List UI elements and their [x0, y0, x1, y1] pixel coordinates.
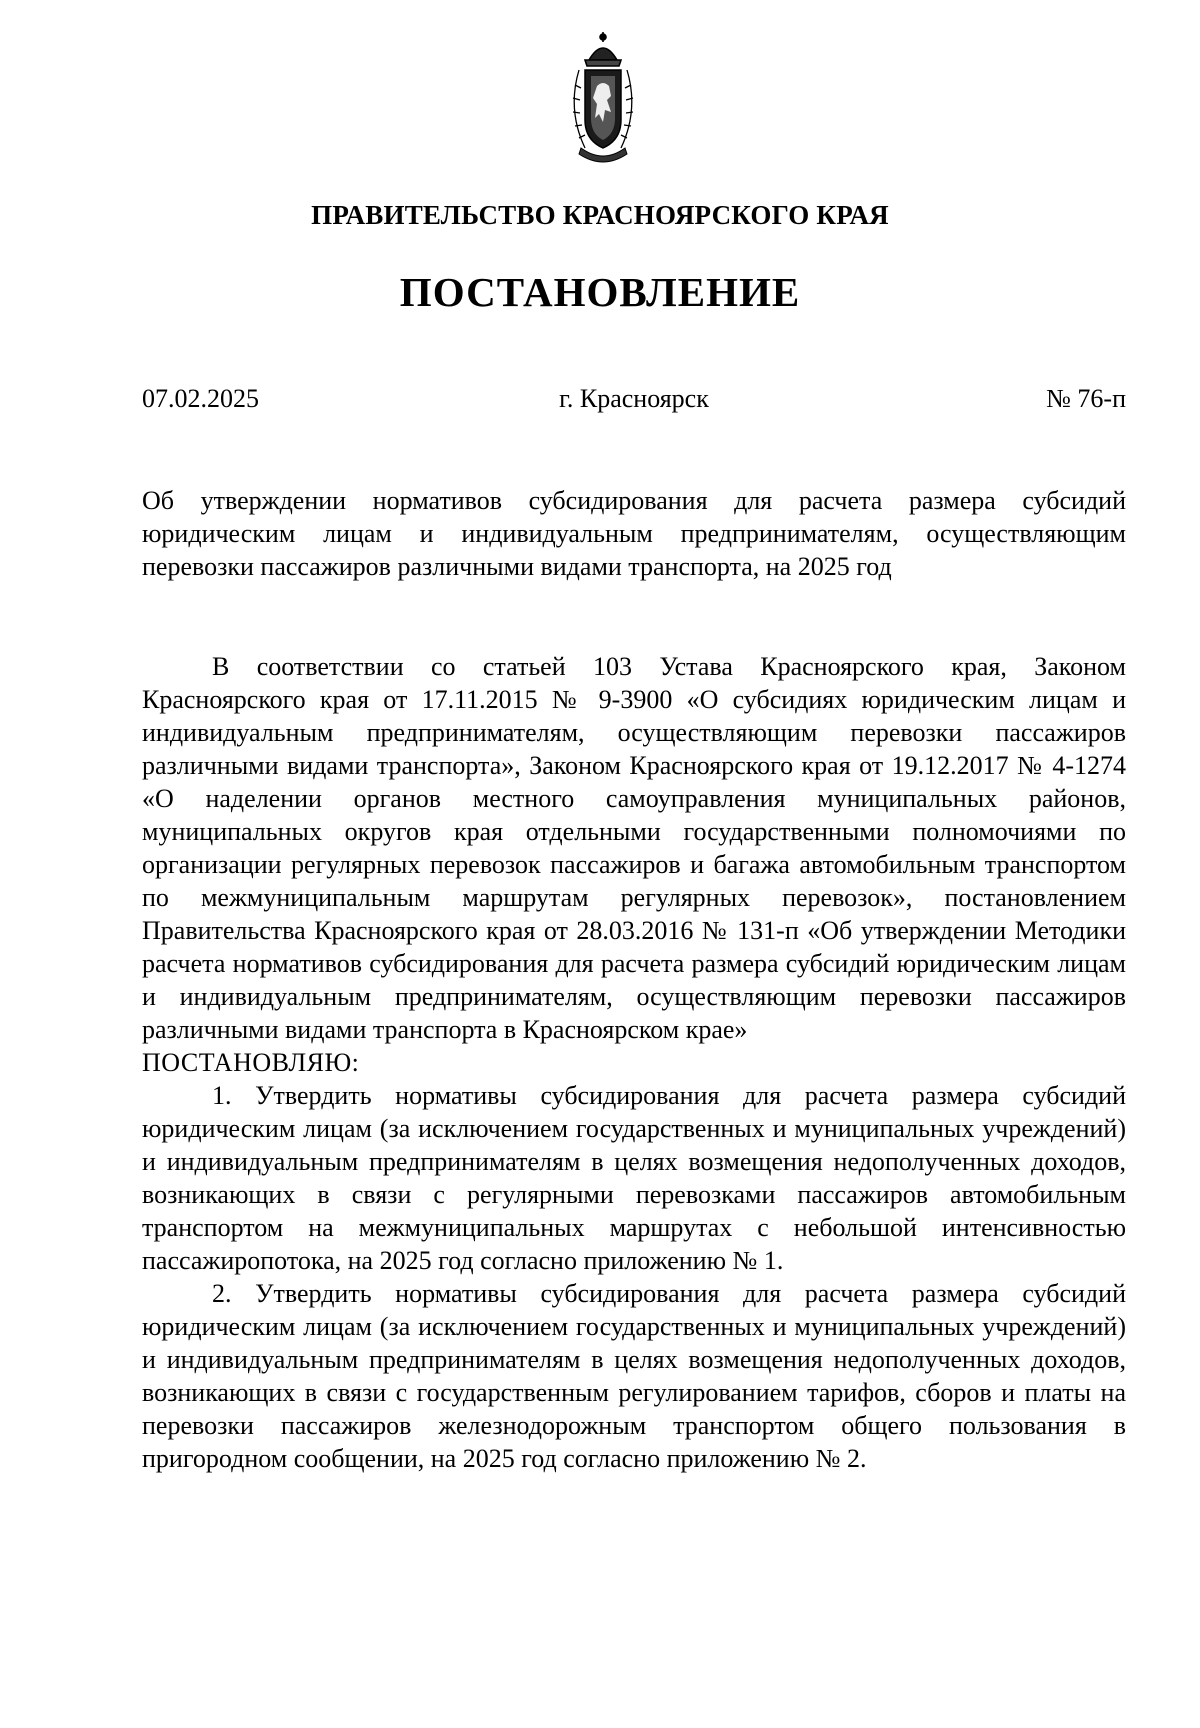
document-body — [142, 650, 1126, 1475]
document-type-title: ПОСТАНОВЛЕНИЕ — [399, 269, 801, 315]
document-meta-row — [142, 384, 1126, 418]
organization-title: ПРАВИТЕЛЬСТВО КРАСНОЯРСКОГО КРАЯ — [311, 200, 889, 230]
document-city: г. Красноярск — [559, 384, 709, 413]
decree-item-2: 2. Утвердить нормативы субсидирования для расчета размера субсидий юридическим лицам (за исключением государственных и муниципальных учреждений) и индивидуальным предпринимателям в целях возмещения недополученных доходов, возникающих в связи с государственным регулированием тарифов, сборов и платы на перевозки пассажиров железнодорожным транспортом общего пользования в пригородном сообщении, на 2025 год согласно приложению № 2. — [142, 1279, 1126, 1473]
decree-item-1: 1. Утвердить нормативы субсидирования для расчета размера субсидий юридическим лицам (за исключением государственных и муниципальных учреждений) и индивидуальным предпринимателям в целях возмещения недополученных доходов, возникающих в связи с регулярными перевозками пассажиров автомобильным транспортом на межмуниципальных маршрутах с небольшой интенсивностью пассажиропотока, на 2025 год согласно приложению № 1. — [142, 1081, 1126, 1275]
document-date: 07.02.2025 — [142, 384, 259, 413]
coat-of-arms-icon — [565, 30, 641, 170]
document-number: № 76-п — [1046, 384, 1126, 413]
decree-word: ПОСТАНОВЛЯЮ: — [142, 1048, 360, 1077]
preamble-paragraph: В соответствии со статьей 103 Устава Красноярского края, Законом Красноярского края от 17.11.2015 № 9-3900 «О субсидиях юридическим лицам и индивидуальным предпринимателям, осуществляющим перевозки пассажиров различными видами транспорта», Законом Красноярского края от 19.12.2017 № 4-1274 «О наделении органов местного самоуправления муниципальных районов, муниципальных округов края отдельными государственными полномочиями по организации регулярных перевозок пассажиров и багажа автомобильным транспортом по межмуниципальным маршрутам регулярных перевозок», постановлением Правительства Красноярского края от 28.03.2016 № 131-п «Об утверждении Методики расчета нормативов субсидирования для расчета размера субсидий юридическим лицам и индивидуальным предпринимателям, осуществляющим перевозки пассажиров различными видами транспорта в Красноярском крае» — [142, 652, 1126, 1044]
document-subject: Об утверждении нормативов субсидирования для расчета размера субсидий юридическим лицам и индивидуальным предпринимателям, осуществляющим перевозки пассажиров различными видами транспорта, на 2025 год — [142, 486, 1126, 581]
